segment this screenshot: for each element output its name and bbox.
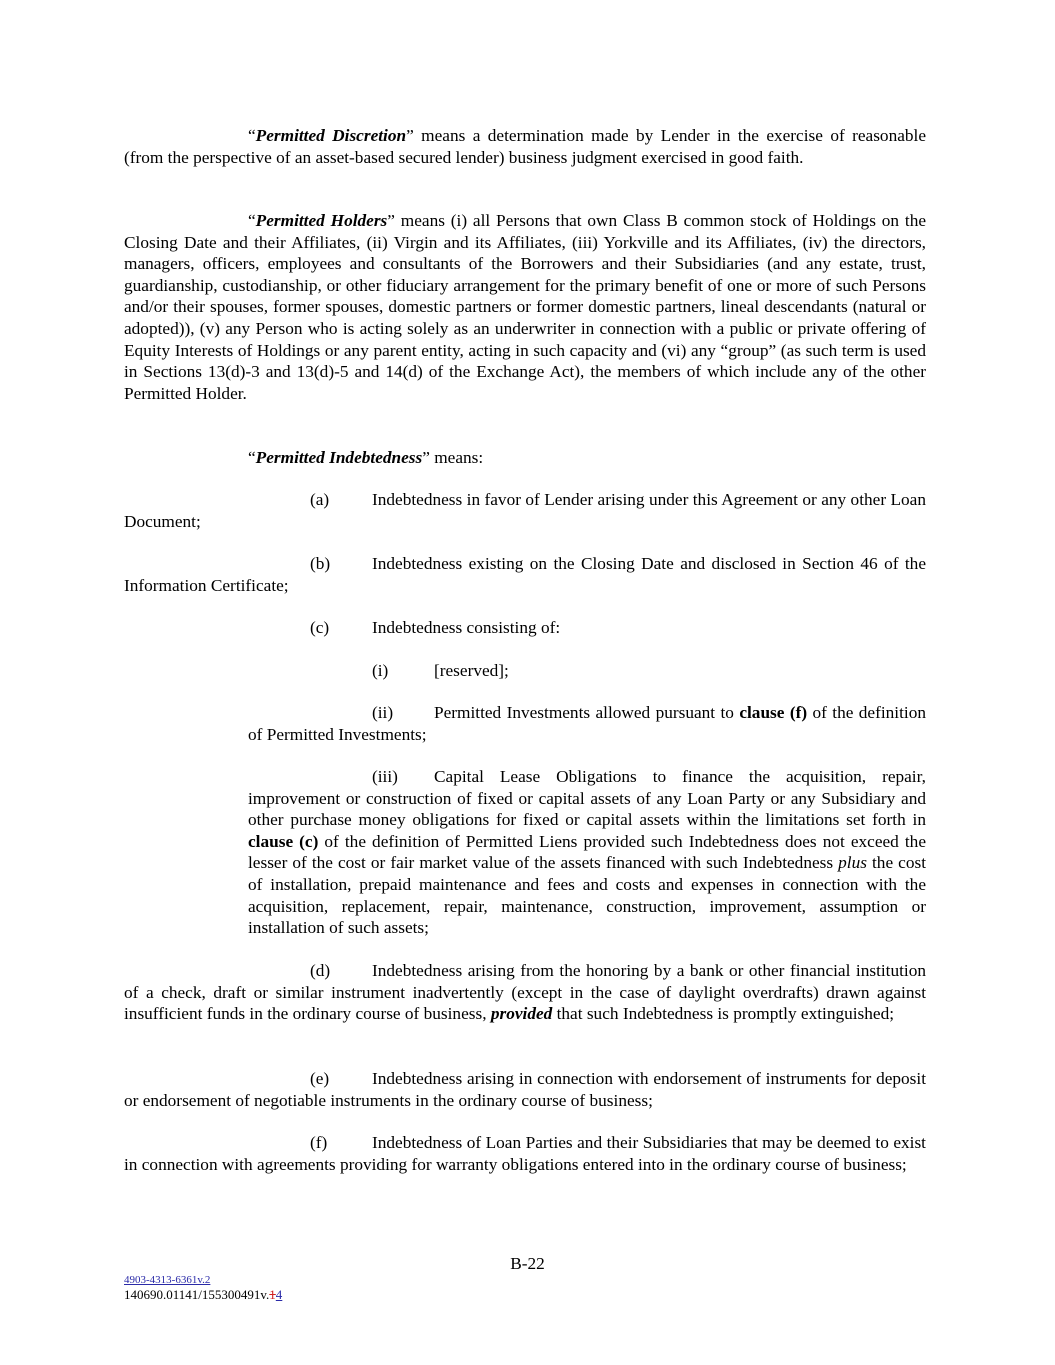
doc-id-inserted: 4903-4313-6361v.2 <box>124 1274 211 1286</box>
clause-label: (i) <box>372 661 389 680</box>
clause-b: (b) Indebtedness existing on the Closing Date and disclosed in Section 46 of the Information Certificate; <box>124 554 926 595</box>
clause-c-iii: (iii) Capital Lease Obligations to finance the acquisition, repair, improvement or construction of fixed or capital assets of any Loan Party or any Subsidiary and other purchase money obligations for fixed or capital assets within the limitations set forth in clause (c) of the definition of Permitted Liens provided such Indebtedness does not exceed the lesser of the cost or fair market value of the assets financed with such Indebtedness plus the cost of installation, prepaid maintenance and fees and costs and expenses in connection with the acquisition, replacement, repair, maintenance, construction, improvement, assumption or installation of such assets; <box>248 767 926 938</box>
version-inserted: 4 <box>275 1287 283 1302</box>
clause-label: (f) <box>310 1133 328 1152</box>
clause-label: (ii) <box>372 703 394 722</box>
clause-label: (c) <box>310 618 330 637</box>
clause-label: (a) <box>310 490 330 509</box>
version-deleted: 1 <box>269 1287 276 1302</box>
clause-label: (b) <box>310 554 331 573</box>
page-number: B-22 <box>510 1254 545 1273</box>
clause-c-ii: (ii) Permitted Investments allowed pursuant to clause (f) of the definition of Permitted Investments; <box>248 703 926 744</box>
clause-label: (e) <box>310 1069 330 1088</box>
clause-e: (e) Indebtedness arising in connection with endorsement of instruments for deposit or endorsement of negotiable instruments in the ordinary course of business; <box>124 1069 926 1110</box>
clause-a: (a) Indebtedness in favor of Lender arising under this Agreement or any other Loan Document; <box>124 490 926 531</box>
clause-f: (f) Indebtedness of Loan Parties and their Subsidiaries that may be deemed to exist in connection with agreements providing for warranty obligations entered into in the ordinary course of business; <box>124 1133 926 1174</box>
clause-label: (d) <box>310 961 331 980</box>
clause-d: (d) Indebtedness arising from the honoring by a bank or other financial institution of a check, draft or similar instrument inadvertently (except in the case of daylight overdrafts) drawn against insufficient funds in the ordinary course of business, provided that such Indebtedness is promptly extinguished; <box>124 961 926 1024</box>
defined-term: Permitted Indebtedness <box>255 448 423 467</box>
clause-c-i: (i) [reserved]; <box>372 661 509 680</box>
doc-id: 140690.01141/155300491v.14 <box>124 1287 283 1302</box>
clause-c: (c) Indebtedness consisting of: <box>310 618 561 637</box>
definition-permitted-discretion: “Permitted Discretion” means a determination made by Lender in the exercise of reasonable (from the perspective of an asset-based secured lender) business judgment exercised in good faith. <box>124 126 927 167</box>
definition-permitted-holders: “Permitted Holders” means (i) all Persons that own Class B common stock of Holdings on the Closing Date and their Affiliates, (ii) Virgin and its Affiliates, (iii) Yorkville and its Affiliates, (iv) the directors, managers, officers, employees and consultants of the Borrowers and their Subsidiaries (and any estate, trust, guardianship, custodianship, or other fiduciary arrangement for the primary benefit of one or more of such Persons and/or their spouses, former spouses, domestic partners or former domestic partners, lineal descendants (natural or adopted)), (v) any Person who is acting solely as an underwriter in connection with a public or private offering of Equity Interests of Holdings or any parent entity, acting in such capacity and (vi) any “group” (as such term is used in Sections 13(d)-3 and 13(d)-5 and 14(d) of the Exchange Act), the members of which include any of the other Permitted Holder. <box>124 211 927 403</box>
defined-term: Permitted Discretion <box>255 126 407 145</box>
clause-label: (iii) <box>372 767 398 786</box>
definition-permitted-indebtedness: “Permitted Indebtedness” means: <box>248 448 484 467</box>
defined-term: Permitted Holders <box>255 211 388 230</box>
